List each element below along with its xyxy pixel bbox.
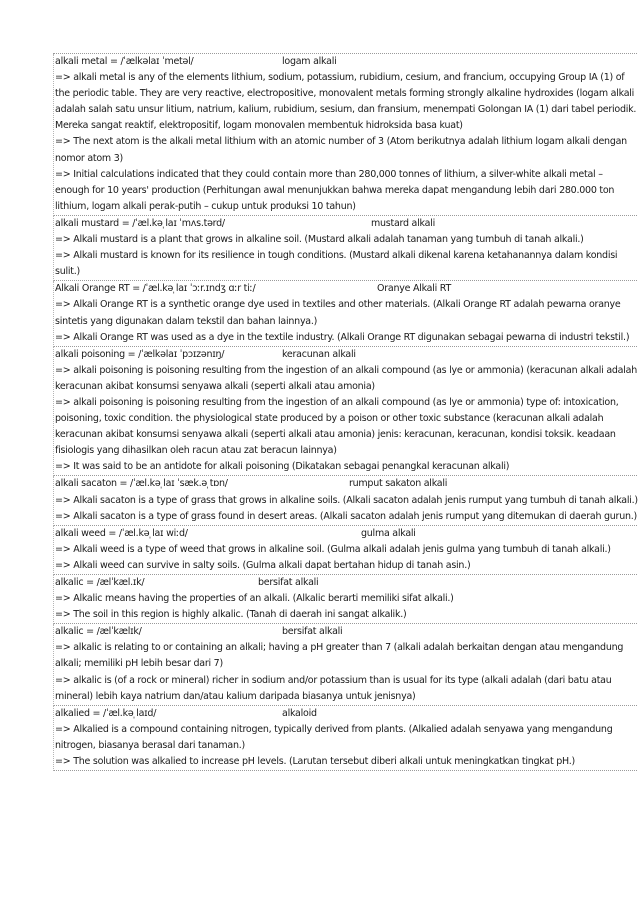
glossary-table — [53, 53, 638, 771]
entry-translation: keracunan alkali — [282, 348, 356, 360]
entry-term: alkali sacaton = /ˈæl.kə ̩laɪ ˈsæk.ə ̩tɒn/ — [55, 478, 228, 490]
entry-term: alkali mustard = /ˈæl.kə ̩laɪ ˈmʌs.tərd/ — [55, 217, 225, 229]
entry-translation: bersifat alkali — [258, 577, 319, 588]
entry-term: alkali metal = /ˈælkəlaɪ ˈmetəl/ — [55, 56, 194, 67]
entry-line: => Alkali Orange RT was used as a dye in the textile industry. (Alkali Orange RT digunakan sebagai pewarna di industri tekstil.) — [55, 331, 630, 343]
entry-line: => Alkali weed can survive in salty soils. (Gulma alkali dapat bertahan hidup di tanah asin.) — [55, 559, 471, 571]
entry-alkali-sacaton — [53, 476, 638, 525]
entry-term: alkali poisoning = /ˈælkəlaɪ ˈpɔɪzənɪŋ/ — [55, 348, 225, 360]
entry-translation: alkaloid — [282, 707, 317, 719]
entry-header — [55, 281, 638, 297]
entry-term: alkali weed = /ˈæl.kə ̩laɪ wiːd/ — [55, 527, 188, 539]
entry-alkalic-1 — [53, 575, 638, 624]
entry-translation: bersifat alkali — [282, 626, 343, 638]
entry-term: Alkali Orange RT = /ˈæl.kə ̩laɪ ˈɔːr.ɪndʒ ɑːr tiː/ — [55, 283, 256, 295]
entry-alkali-metal — [53, 54, 638, 216]
entry-line: => Alkali Orange RT is a synthetic orange dye used in textiles and other materials. (Alkali Orange RT adalah pewarna oranye sintetis yang digunakan dalam tekstil dan bahan lainnya.) — [55, 299, 621, 327]
entry-line: => alkali poisoning is poisoning resulting from the ingestion of an alkali compound (as lye or ammonia) (keracunan alkali adalah keracunan akibat konsumsi senyawa alkali (seperti alkali atau amonia) — [55, 364, 637, 392]
entry-line: => Initial calculations indicated that they could contain more than 280,000 tonnes of lithium, a silver-white alkali metal – enough for 10 years' production (Perhitungan awal menunjukkan bahwa mereka dapat mengandung lebih dari 280.000 ton lithium, logam alkali perak-putih – cukup untuk produksi 10 tahun) — [55, 168, 615, 212]
entry-header — [55, 706, 638, 722]
entry-header — [55, 575, 638, 591]
entry-alkali-mustard — [53, 216, 638, 281]
entry-line: => The solution was alkalied to increase pH levels. (Larutan tersebut diberi alkali untuk meningkatkan tingkat pH.) — [55, 756, 575, 768]
entry-alkali-poisoning — [53, 347, 638, 477]
entry-translation: gulma alkali — [361, 527, 416, 539]
entry-alkalic-2 — [53, 624, 638, 705]
entry-term: alkalic = /ælˈkæl.ɪk/ — [55, 577, 145, 588]
entry-alkalied — [53, 706, 638, 771]
entry-line: => Alkali sacaton is a type of grass that grows in alkaline soils. (Alkali sacaton adalah jenis rumput yang tumbuh di tanah alkali.) — [55, 494, 638, 506]
entry-line: => alkali metal is any of the elements lithium, sodium, potassium, rubidium, cesium, and francium, occupying Group IA (1) of the periodic table. They are very reactive, electropositive, monovalent metals forming strongly alkaline hydroxides (logam alkali adalah salah satu unsur litium, natrium, kalium, rubidium, sesium, dan fransium, menempati Golongan IA (1) dari tabel periodik. Mereka sangat reaktif, elektropositif, logam monovalen membentuk hidroksida basa kuat) — [55, 72, 637, 132]
entry-translation: Oranye Alkali RT — [377, 283, 452, 295]
entry-line: => Alkali mustard is a plant that grows in alkaline soil. (Mustard alkali adalah tanaman yang tumbuh di tanah alkali.) — [55, 234, 584, 246]
entry-line: => Alkali weed is a type of weed that grows in alkaline soil. (Gulma alkali adalah jenis gulma yang tumbuh di tanah alkali.) — [55, 543, 611, 555]
entry-line: => It was said to be an antidote for alkali poisoning (Dikatakan sebagai penangkal keracunan alkali) — [55, 461, 510, 473]
entry-line: => Alkali mustard is known for its resilience in tough conditions. (Mustard alkali dikenal karena ketahanannya dalam kondisi sulit.) — [55, 250, 618, 278]
entry-header — [55, 54, 638, 70]
entry-line: => The soil in this region is highly alkalic. (Tanah di daerah ini sangat alkalik.) — [55, 609, 407, 621]
entry-alkali-orange-rt — [53, 281, 638, 346]
entry-line: => The next atom is the alkali metal lithium with an atomic number of 3 (Atom berikutnya adalah lithium logam alkali dengan nomor atom 3) — [55, 136, 627, 164]
entry-translation: rumput sakaton alkali — [349, 478, 448, 490]
entry-alkali-weed — [53, 526, 638, 575]
entry-header — [55, 216, 638, 232]
entry-header — [55, 624, 638, 640]
entry-header — [55, 526, 638, 542]
entry-header — [55, 347, 638, 363]
entry-line: => alkalic is relating to or containing an alkali; having a pH greater than 7 (alkali adalah berkaitan dengan atau mengandung alkali; memiliki pH lebih besar dari 7) — [55, 642, 624, 670]
entry-header — [55, 476, 638, 492]
entry-line: => Alkalied is a compound containing nitrogen, typically derived from plants. (Alkalied adalah senyawa yang mengandung nitrogen, biasanya berasal dari tanaman.) — [55, 723, 613, 751]
entry-translation: logam alkali — [282, 56, 337, 67]
entry-line: => Alkalic means having the properties of an alkali. (Alkalic berarti memiliki sifat alkali.) — [55, 593, 454, 605]
entry-line: => Alkali sacaton is a type of grass found in desert areas. (Alkali sacaton adalah jenis rumput yang ditemukan di daerah gurun.) — [55, 510, 637, 522]
entry-term: alkalic = /ælˈkælɪk/ — [55, 626, 142, 638]
entry-term: alkalied = /ˈæl.kə ̩laɪd/ — [55, 707, 157, 719]
entry-line: => alkalic is (of a rock or mineral) richer in sodium and/or potassium than is usual for its type (alkali adalah (dari batu atau mineral) lebih kaya natrium dan/atau kalium daripada biasanya untuk jenisnya) — [55, 674, 612, 702]
entry-line: => alkali poisoning is poisoning resulting from the ingestion of an alkali compound (as lye or ammonia) type of: intoxication, poisoning, toxic condition. the physiological state produced by a poison or other toxic substance (keracunan alkali adalah keracunan akibat konsumsi senyawa alkali (seperti alkali atau amonia) jenis: keracunan, keracunan, kondisi toksik. keadaan fisiologis yang dihasilkan oleh racun atau zat beracun lainnya) — [55, 396, 619, 457]
entry-translation: mustard alkali — [371, 217, 435, 229]
